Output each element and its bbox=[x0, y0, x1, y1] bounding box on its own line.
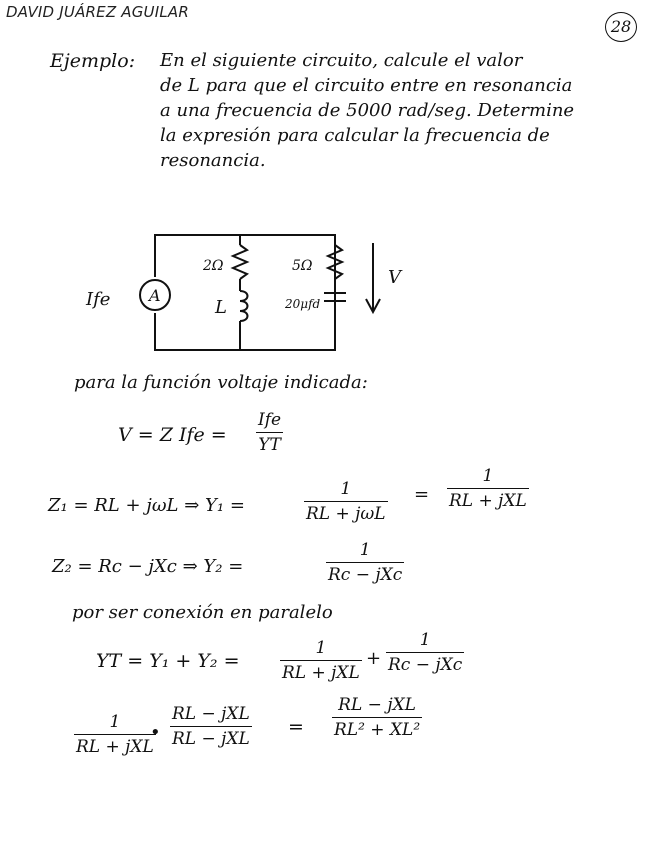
source-label: Ife bbox=[86, 289, 111, 310]
eq-z2-lhs: Z₂ = Rc − jXc ⇒ Y₂ = bbox=[52, 556, 244, 577]
eq-z1-num2: 1 bbox=[482, 466, 494, 486]
eq-v-den: YT bbox=[258, 435, 281, 455]
eq-z1-fraction2 bbox=[447, 466, 529, 511]
fraction-bar bbox=[280, 660, 362, 661]
voltage-text: para la función voltaje indicada: bbox=[74, 372, 368, 393]
eq-yt-fraction2 bbox=[386, 630, 464, 675]
inductor bbox=[240, 291, 248, 321]
voltage-label: V bbox=[388, 267, 401, 288]
problem-line: En el siguiente circuito, calcule el valor bbox=[160, 50, 523, 71]
eq-last-dot: • bbox=[150, 722, 161, 743]
eq-z1-mid: = bbox=[414, 484, 430, 505]
fraction-bar bbox=[326, 562, 404, 563]
inductor-label: L bbox=[215, 297, 227, 318]
eq-last-fraction2 bbox=[170, 704, 252, 749]
capacitor-label: 20μfd bbox=[285, 297, 321, 311]
eq-yt-den2: Rc − jXc bbox=[388, 655, 463, 675]
eq-yt-lhs: YT = Y₁ + Y₂ = bbox=[96, 650, 240, 672]
fraction-bar bbox=[170, 726, 252, 727]
fraction-bar bbox=[332, 717, 422, 718]
problem-line: la expresión para calcular la frecuencia de bbox=[160, 125, 550, 146]
problem-statement bbox=[160, 48, 645, 173]
problem-line: de L para que el circuito entre en resonancia bbox=[160, 75, 573, 96]
eq-v-fraction bbox=[256, 410, 283, 455]
circuit-diagram bbox=[70, 215, 430, 365]
source-symbol: A bbox=[149, 286, 161, 305]
fraction-bar bbox=[386, 652, 464, 653]
eq-z2-fraction bbox=[326, 540, 404, 585]
eq-yt-num2: 1 bbox=[419, 630, 431, 650]
eq-z2-num: 1 bbox=[359, 540, 371, 560]
eq-v-lhs: V = Z Ife = bbox=[118, 424, 227, 446]
fraction-bar bbox=[304, 501, 388, 502]
eq-z1-den2: RL + jXL bbox=[449, 491, 527, 511]
parallel-text: por ser conexión en paralelo bbox=[72, 602, 333, 623]
problem-line: resonancia. bbox=[160, 150, 266, 171]
resistor-2ohm bbox=[233, 245, 247, 279]
eq-z1-lhs: Z₁ = RL + jωL ⇒ Y₁ = bbox=[48, 495, 245, 516]
fraction-bar bbox=[447, 488, 529, 489]
fraction-bar bbox=[256, 432, 283, 433]
eq-yt-fraction bbox=[280, 638, 362, 683]
eq-last-num: 1 bbox=[109, 712, 121, 732]
page-number: 28 bbox=[605, 12, 637, 42]
eq-last-num2: RL − jXL bbox=[172, 704, 250, 724]
eq-v-num: Ife bbox=[258, 410, 282, 430]
eq-last-den: RL + jXL bbox=[76, 737, 154, 757]
eq-last-num3: RL − jXL bbox=[338, 695, 416, 715]
eq-last-fraction3 bbox=[332, 695, 422, 740]
eq-z2-den: Rc − jXc bbox=[328, 565, 403, 585]
eq-last-den3: RL² + XL² bbox=[334, 720, 421, 740]
eq-last-fraction1 bbox=[74, 712, 156, 757]
author-name: DAVID JUÁREZ AGUILAR bbox=[6, 3, 190, 21]
eq-yt-den: RL + jXL bbox=[282, 663, 360, 683]
eq-z1-num: 1 bbox=[340, 479, 352, 499]
eq-last-equals: = bbox=[288, 716, 304, 738]
r1-label: 2Ω bbox=[203, 258, 224, 274]
r2-label: 5Ω bbox=[292, 258, 313, 274]
eq-z1-den: RL + jωL bbox=[306, 504, 386, 524]
eq-yt-plus: + bbox=[366, 648, 382, 669]
eq-z1-fraction bbox=[304, 479, 388, 524]
problem-line: a una frecuencia de 5000 rad/seg. Determine bbox=[160, 100, 575, 121]
eq-last-den2: RL − jXL bbox=[172, 729, 250, 749]
example-label: Ejemplo: bbox=[50, 50, 136, 72]
eq-yt-num: 1 bbox=[315, 638, 327, 658]
fraction-bar bbox=[74, 734, 156, 735]
